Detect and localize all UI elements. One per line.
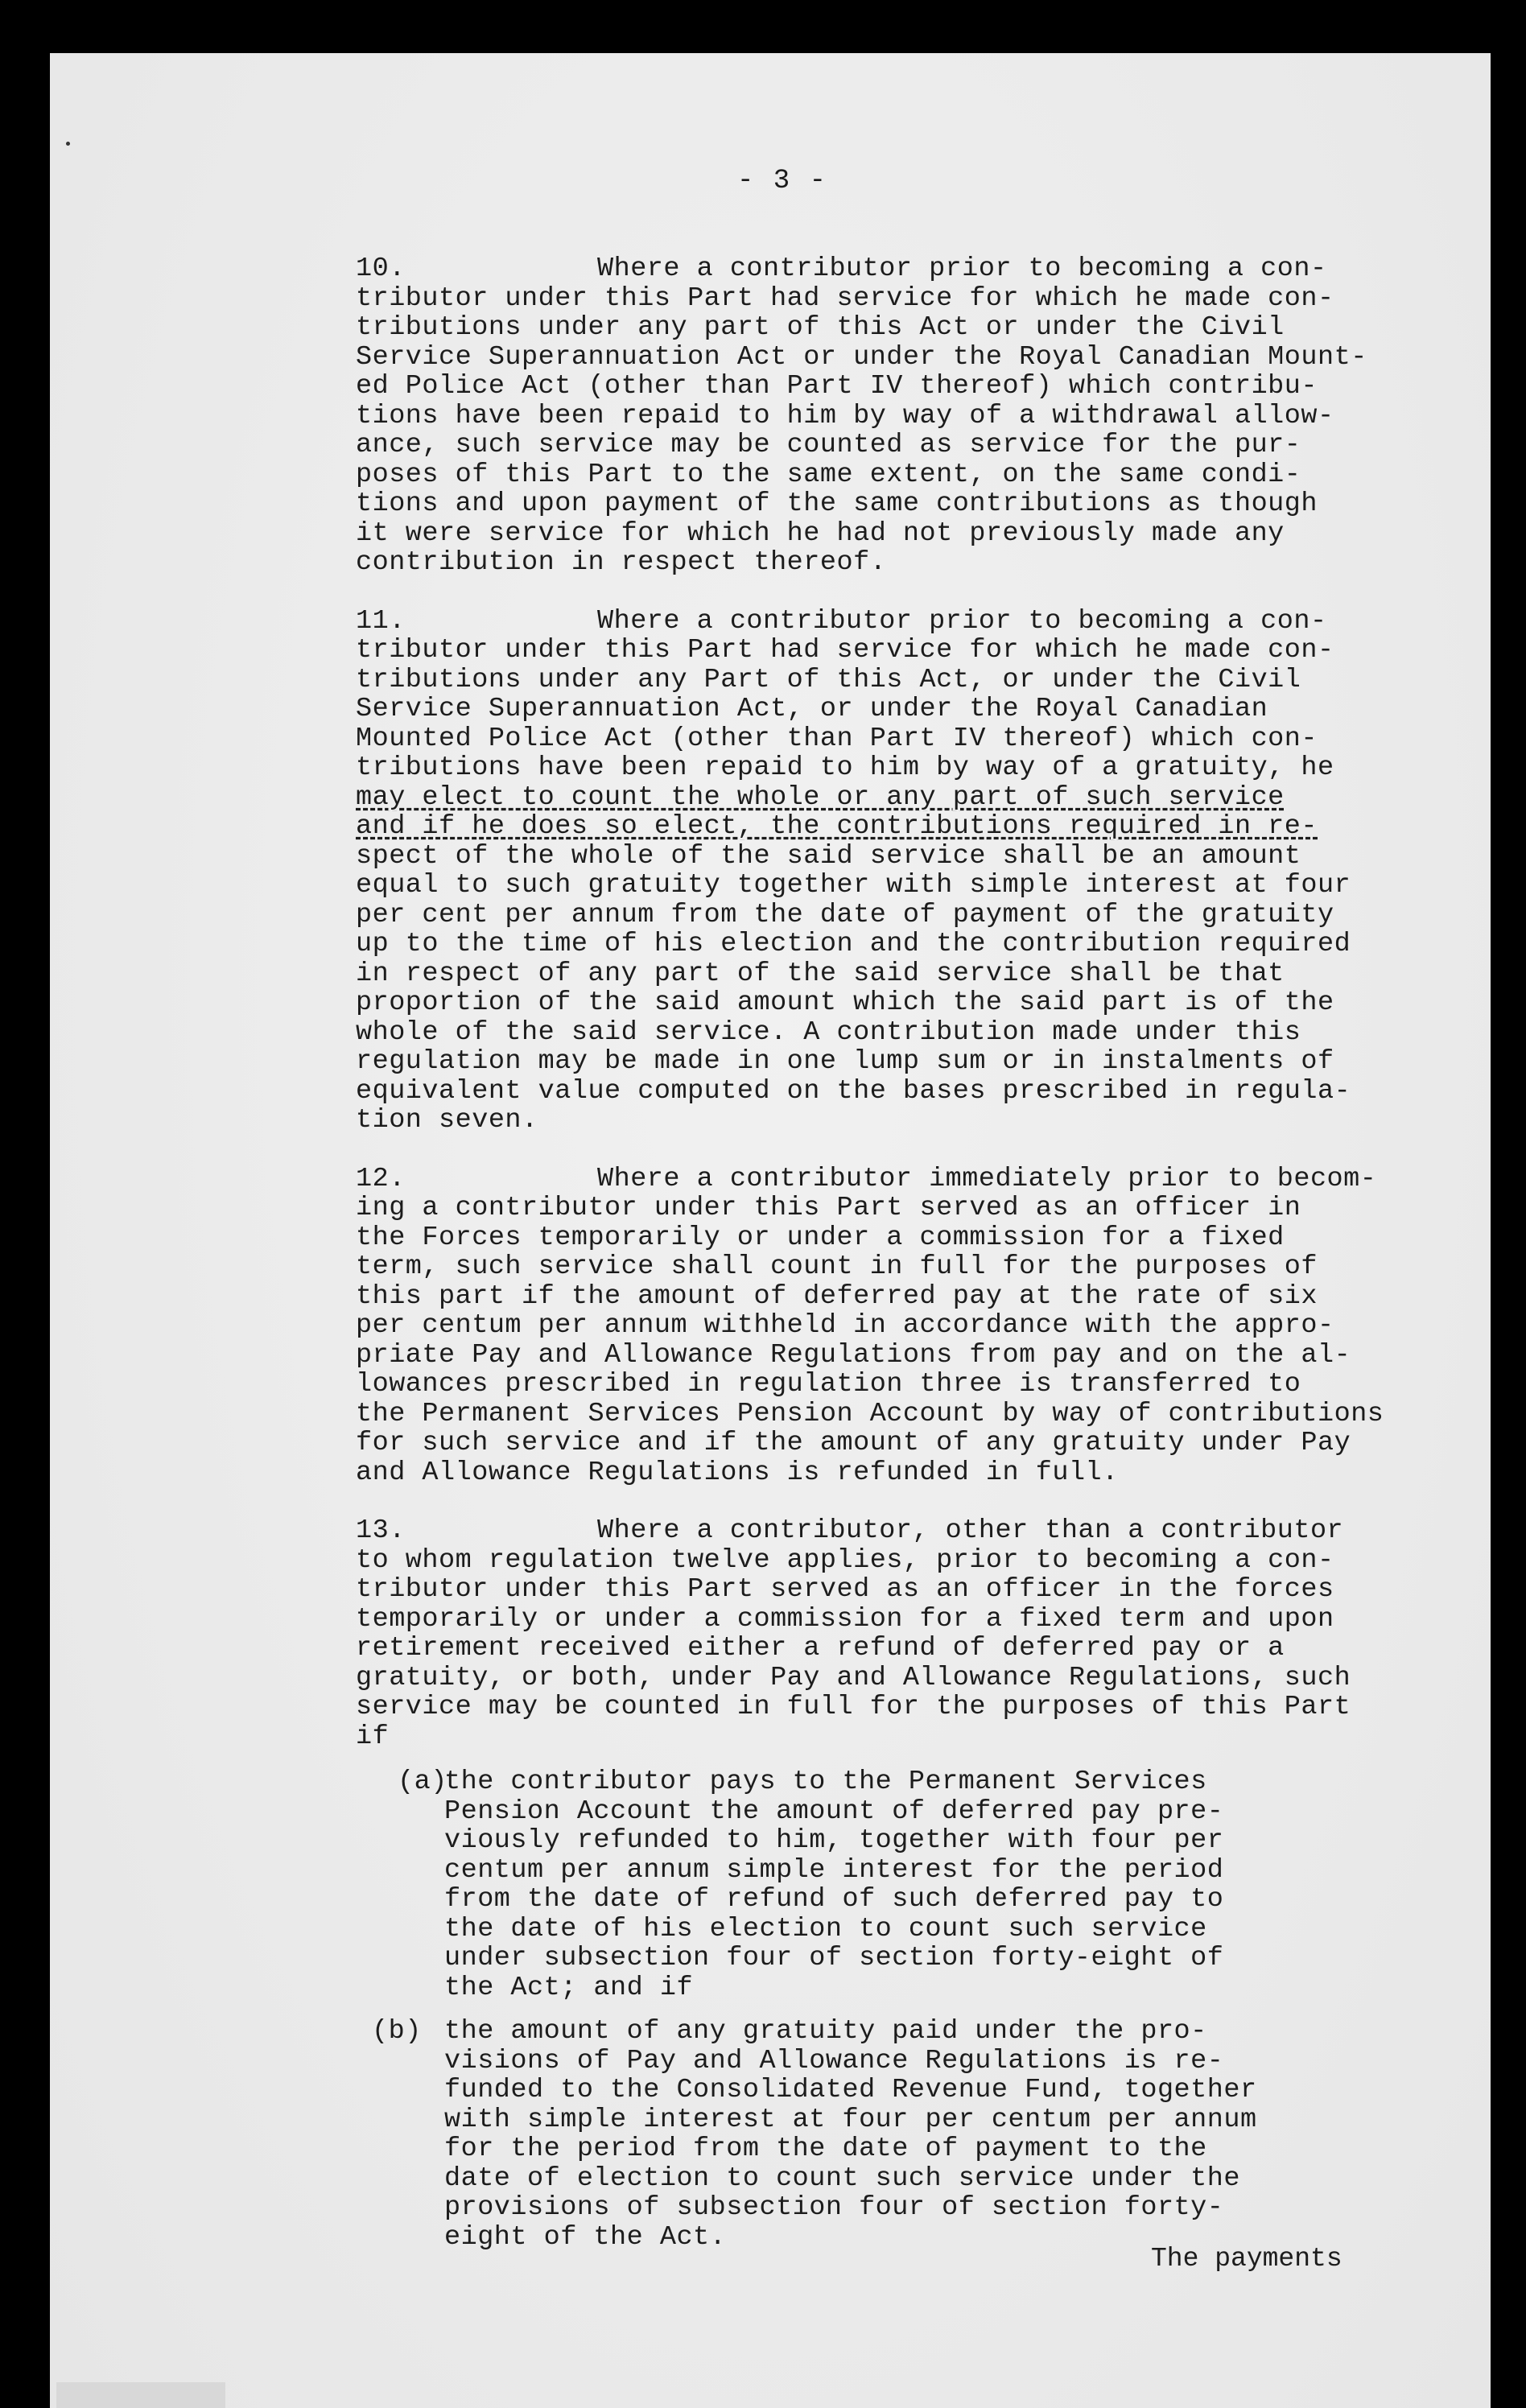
- paragraph-line: tributor under this Part served as an officer in the forces: [356, 1574, 1334, 1605]
- subparagraph-label: (a): [398, 1767, 447, 1797]
- subparagraph-line: eight of the Act.: [444, 2221, 727, 2253]
- underlined-line: and if he does so elect, the contributions required in re-: [356, 811, 1318, 842]
- paragraph-line: ed Police Act (other than Part IV thereof) which contribu-: [356, 371, 1318, 402]
- paragraph-line: 13. Where a contributor, other than a contributor: [356, 1515, 1344, 1546]
- paragraph-line: this part if the amount of deferred pay at the rate of six: [356, 1280, 1318, 1312]
- document-body: [356, 254, 1515, 2266]
- paragraph-13: [50, 1516, 1515, 1751]
- subparagraph-line: from the date of refund of such deferred pay to: [444, 1884, 1224, 1915]
- paragraph-line: lowances prescribed in regulation three is transferred to: [356, 1369, 1301, 1400]
- paragraph-line: proportion of the said amount which the said part is of the: [356, 988, 1334, 1018]
- paragraph-12: [50, 1165, 1515, 1488]
- subparagraph-line: for the period from the date of payment to the: [444, 2134, 1207, 2164]
- subparagraph-line: centum per annum simple interest for the period: [444, 1854, 1224, 1886]
- underlined-line: may elect to count the whole or any part of such service: [356, 781, 1285, 813]
- paragraph-line: Mounted Police Act (other than Part IV thereof) which con-: [356, 723, 1318, 754]
- paragraph-number: 13.: [356, 1515, 406, 1546]
- paragraph-line: regulation may be made in one lump sum or in instalments of: [356, 1046, 1334, 1077]
- subparagraph-line: provisions of subsection four of section forty-: [444, 2192, 1224, 2223]
- subparagraph-line: the contributor pays to the Permanent Services: [444, 1767, 1207, 1797]
- paragraph-line: term, such service shall count in full for the purposes of: [356, 1251, 1318, 1282]
- paragraph-line: tributions have been repaid to him by way of a gratuity, he: [356, 752, 1334, 783]
- subparagraph-line: the Act; and if: [444, 1972, 694, 2003]
- paragraph-line: tions and upon payment of the same contributions as though: [356, 489, 1318, 519]
- paragraph-number: 11.: [356, 605, 406, 637]
- paragraph-line: it were service for which he had not previously made any: [356, 517, 1285, 549]
- paragraph-line: gratuity, or both, under Pay and Allowance Regulations, such: [356, 1662, 1351, 1693]
- paragraph-line: ance, such service may be counted as service for the pur-: [356, 430, 1301, 460]
- paragraph-line: poses of this Part to the same extent, on the same condi-: [356, 459, 1301, 490]
- document-page: [50, 53, 1491, 2408]
- paragraph-line: service may be counted in full for the purposes of this Part: [356, 1692, 1351, 1722]
- paragraph-line: the Forces temporarily or under a commission for a fixed: [356, 1222, 1285, 1253]
- paragraph-line: 10. Where a contributor prior to becoming a con-: [356, 254, 1327, 284]
- paragraph-line: spect of the whole of the said service shall be an amount: [356, 840, 1301, 872]
- paragraph-line: for such service and if the amount of any gratuity under Pay: [356, 1428, 1351, 1458]
- subparagraph-line: visions of Pay and Allowance Regulations is re-: [444, 2045, 1224, 2076]
- paragraph-line: the Permanent Services Pension Account by way of contributions: [356, 1398, 1384, 1429]
- paragraph-number: 12.: [356, 1163, 406, 1194]
- subparagraph-line: the amount of any gratuity paid under the pro-: [444, 2016, 1207, 2047]
- subparagraph-line: date of election to count such service under the: [444, 2163, 1240, 2194]
- paragraph-line: 12. Where a contributor immediately prior to becom-: [356, 1163, 1377, 1194]
- paragraph-line: 11. Where a contributor prior to becoming a con-: [356, 605, 1327, 637]
- paragraph-line: if: [356, 1721, 390, 1752]
- subparagraph-line: with simple interest at four per centum per annum: [444, 2104, 1257, 2135]
- paragraph-11: [50, 607, 1515, 1136]
- paper-speck: [66, 142, 70, 146]
- paragraph-line: and Allowance Regulations is refunded in full.: [356, 1457, 1119, 1488]
- paragraph-line: per centum per annum withheld in accordance with the appro-: [356, 1310, 1334, 1341]
- paragraph-line: equivalent value computed on the bases prescribed in regula-: [356, 1075, 1351, 1107]
- catchword: The payments: [1151, 2244, 1342, 2274]
- subparagraph-line: under subsection four of section forty-eight of: [444, 1943, 1224, 1973]
- subparagraph-label: (b): [372, 2016, 422, 2047]
- film-edge: [56, 2382, 225, 2408]
- subparagraph-line: viously refunded to him, together with four per: [444, 1825, 1224, 1856]
- subparagraph-line: funded to the Consolidated Revenue Fund, together: [444, 2075, 1257, 2105]
- paragraph-line: equal to such gratuity together with simple interest at four: [356, 870, 1351, 901]
- paragraph-line: priate Pay and Allowance Regulations from pay and on the al-: [356, 1339, 1351, 1371]
- paragraph-line: tributions under any part of this Act or under the Civil: [356, 312, 1285, 343]
- paragraph-line: tions have been repaid to him by way of a withdrawal allow-: [356, 400, 1334, 431]
- paragraph-line: tributions under any Part of this Act, or under the Civil: [356, 664, 1301, 695]
- paragraph-line: temporarily or under a commission for a fixed term and upon: [356, 1603, 1334, 1635]
- subparagraph-a: [356, 1767, 1515, 2002]
- paragraph-line: Service Superannuation Act, or under the Royal Canadian: [356, 694, 1268, 724]
- paragraph-line: tributor under this Part had service for which he made con-: [356, 282, 1334, 314]
- subparagraph-line: the date of his election to count such service: [444, 1913, 1207, 1944]
- paragraph-number: 10.: [356, 254, 406, 284]
- paragraph-line: ing a contributor under this Part served as an officer in: [356, 1193, 1301, 1223]
- paragraph-line: Service Superannuation Act or under the Royal Canadian Mount-: [356, 341, 1367, 373]
- paragraph-line: up to the time of his election and the contribution required: [356, 929, 1351, 959]
- paragraph-line: in respect of any part of the said service shall be that: [356, 958, 1285, 989]
- paragraph-line: retirement received either a refund of deferred pay or a: [356, 1633, 1285, 1664]
- subparagraph-line: Pension Account the amount of deferred pay pre-: [444, 1796, 1224, 1827]
- paragraph-line: to whom regulation twelve applies, prior to becoming a con-: [356, 1544, 1334, 1576]
- paragraph-10: [50, 254, 1515, 578]
- paragraph-line: contribution in respect thereof.: [356, 547, 887, 578]
- page-number: - 3 -: [736, 166, 828, 196]
- paragraph-line: tion seven.: [356, 1105, 538, 1136]
- paragraph-line: tributor under this Part had service for which he made con-: [356, 635, 1334, 666]
- subparagraph-b: [356, 2017, 1515, 2252]
- paragraph-line: whole of the said service. A contribution made under this: [356, 1016, 1301, 1048]
- paragraph-line: per cent per annum from the date of payment of the gratuity: [356, 899, 1334, 930]
